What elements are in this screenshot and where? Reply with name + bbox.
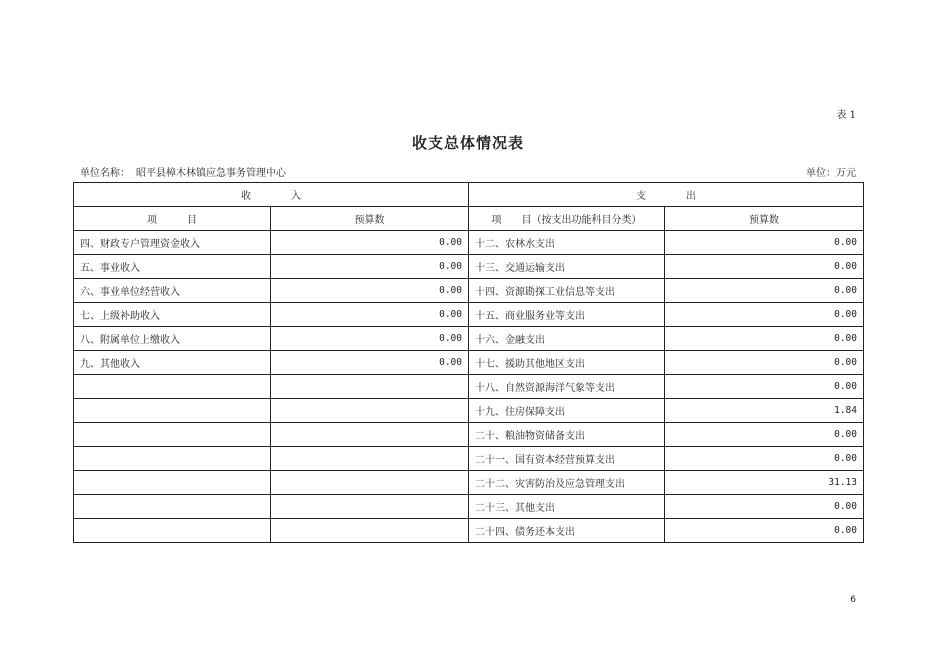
expense-amount-cell: 0.00 bbox=[665, 327, 864, 351]
table-row bbox=[74, 519, 864, 543]
income-amount-cell bbox=[271, 495, 469, 519]
income-amount-cell: 0.00 bbox=[271, 231, 469, 255]
table-row bbox=[74, 255, 864, 279]
section-header-row bbox=[74, 183, 864, 207]
expense-amount-cell: 0.00 bbox=[665, 519, 864, 543]
expense-item-cell: 十五、商业服务业等支出 bbox=[469, 303, 665, 327]
expense-item-cell: 十三、交通运输支出 bbox=[469, 255, 665, 279]
income-item-cell: 五、事业收入 bbox=[74, 255, 271, 279]
revenue-expenditure-table bbox=[73, 182, 864, 543]
income-amount-cell: 0.00 bbox=[271, 327, 469, 351]
expense-item-cell: 十四、资源勘探工业信息等支出 bbox=[469, 279, 665, 303]
expense-amount-cell: 0.00 bbox=[665, 231, 864, 255]
unit-info-row bbox=[80, 164, 856, 179]
expense-amount-cell: 0.00 bbox=[665, 303, 864, 327]
expense-item-cell: 二十二、灾害防治及应急管理支出 bbox=[469, 471, 665, 495]
income-amount-cell: 0.00 bbox=[271, 351, 469, 375]
income-amount-cell bbox=[271, 471, 469, 495]
unit-name-group bbox=[80, 164, 286, 179]
expense-amount-cell: 0.00 bbox=[665, 351, 864, 375]
income-item-cell bbox=[74, 519, 271, 543]
income-amount-cell: 0.00 bbox=[271, 279, 469, 303]
income-amount-cell bbox=[271, 519, 469, 543]
income-item-cell bbox=[74, 447, 271, 471]
income-section-header: 收 入 bbox=[74, 183, 469, 207]
expense-item-cell: 二十三、其他支出 bbox=[469, 495, 665, 519]
expense-item-cell: 二十四、债务还本支出 bbox=[469, 519, 665, 543]
table-row bbox=[74, 375, 864, 399]
expense-item-cell: 十九、住房保障支出 bbox=[469, 399, 665, 423]
expense-amount-cell: 0.00 bbox=[665, 255, 864, 279]
table-body bbox=[74, 231, 864, 543]
unit-name: 昭平县樟木林镇应急事务管理中心 bbox=[136, 168, 286, 179]
table-row bbox=[74, 423, 864, 447]
income-item-cell bbox=[74, 375, 271, 399]
expense-amount-cell: 0.00 bbox=[665, 423, 864, 447]
table-row bbox=[74, 447, 864, 471]
expense-budget-column-header: 预算数 bbox=[665, 207, 864, 231]
income-amount-cell: 0.00 bbox=[271, 303, 469, 327]
income-item-cell bbox=[74, 471, 271, 495]
income-item-cell: 四、财政专户管理资金收入 bbox=[74, 231, 271, 255]
income-item-cell bbox=[74, 423, 271, 447]
column-header-row bbox=[74, 207, 864, 231]
income-budget-column-header: 预算数 bbox=[271, 207, 469, 231]
expense-section-header: 支 出 bbox=[469, 183, 864, 207]
income-amount-cell bbox=[271, 399, 469, 423]
expense-item-column-header: 项 目（按支出功能科目分类） bbox=[469, 207, 665, 231]
income-amount-cell bbox=[271, 375, 469, 399]
expense-amount-cell: 0.00 bbox=[665, 495, 864, 519]
income-item-cell: 六、事业单位经营收入 bbox=[74, 279, 271, 303]
table-row bbox=[74, 279, 864, 303]
income-item-cell bbox=[74, 495, 271, 519]
table-row bbox=[74, 495, 864, 519]
table-row bbox=[74, 231, 864, 255]
expense-item-cell: 二十、粮油物资储备支出 bbox=[469, 423, 665, 447]
currency-unit: 单位：万元 bbox=[806, 168, 856, 179]
unit-name-label: 单位名称： bbox=[80, 168, 130, 179]
income-item-cell: 九、其他收入 bbox=[74, 351, 271, 375]
expense-item-cell: 十六、金融支出 bbox=[469, 327, 665, 351]
income-item-cell: 七、上级补助收入 bbox=[74, 303, 271, 327]
expense-item-cell: 十二、农林水支出 bbox=[469, 231, 665, 255]
page-number: 6 bbox=[850, 595, 856, 605]
income-amount-cell: 0.00 bbox=[271, 255, 469, 279]
expense-amount-cell: 1.84 bbox=[665, 399, 864, 423]
table-row bbox=[74, 303, 864, 327]
expense-item-cell: 十七、援助其他地区支出 bbox=[469, 351, 665, 375]
table-row bbox=[74, 399, 864, 423]
income-amount-cell bbox=[271, 423, 469, 447]
expense-amount-cell: 0.00 bbox=[665, 447, 864, 471]
income-item-column-header: 项 目 bbox=[74, 207, 271, 231]
income-amount-cell bbox=[271, 447, 469, 471]
document-title: 收支总体情况表 bbox=[411, 134, 524, 152]
income-item-cell: 八、附属单位上缴收入 bbox=[74, 327, 271, 351]
table-row bbox=[74, 351, 864, 375]
table-row bbox=[74, 327, 864, 351]
table-row bbox=[74, 471, 864, 495]
table-label: 表 1 bbox=[836, 110, 856, 121]
expense-amount-cell: 31.13 bbox=[665, 471, 864, 495]
expense-item-cell: 二十一、国有资本经营预算支出 bbox=[469, 447, 665, 471]
expense-item-cell: 十八、自然资源海洋气象等支出 bbox=[469, 375, 665, 399]
expense-amount-cell: 0.00 bbox=[665, 279, 864, 303]
income-item-cell bbox=[74, 399, 271, 423]
expense-amount-cell: 0.00 bbox=[665, 375, 864, 399]
